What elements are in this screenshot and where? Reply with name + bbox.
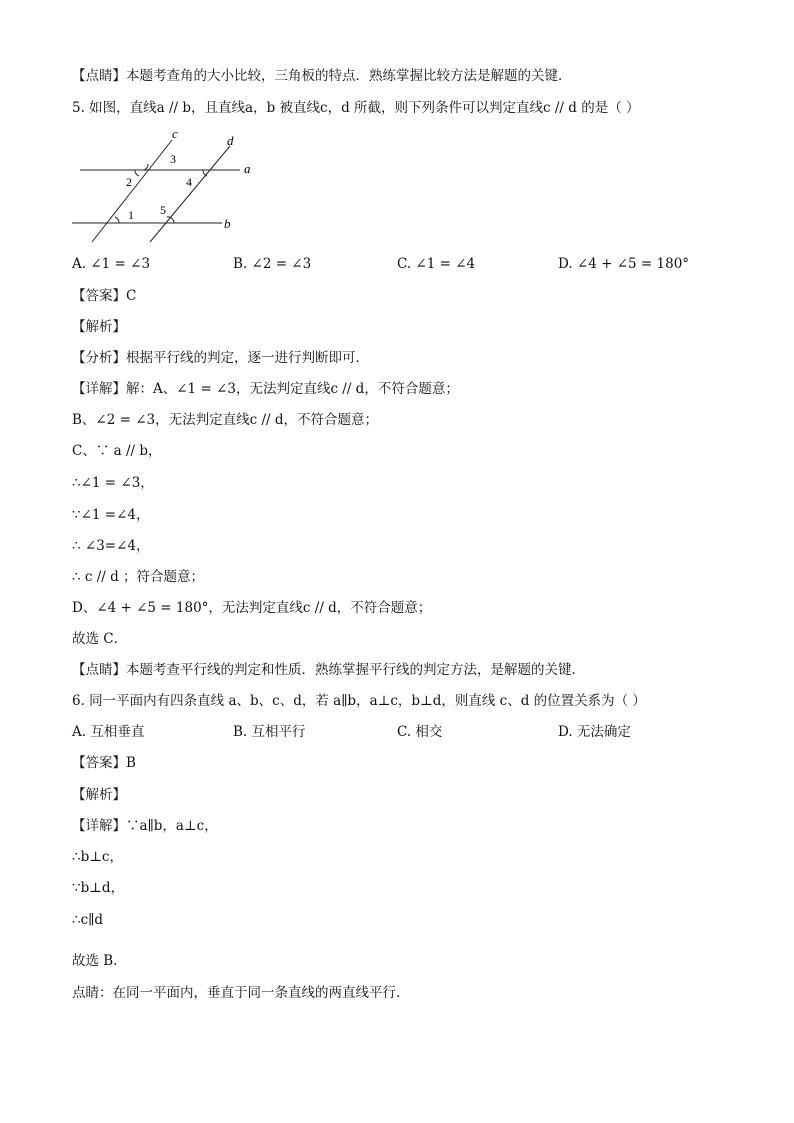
line-c: [92, 140, 172, 242]
q5-stem: 5. 如图，直线a // b，且直线a，b 被直线c，d 所截，则下列条件可以判定直线c // d 的是（ ）: [72, 100, 640, 116]
label-b: b: [224, 216, 231, 231]
q6-option-d: D. 无法确定: [558, 724, 631, 740]
angle-label-5: 5: [160, 203, 166, 217]
q5-option-d: D. ∠4 + ∠5 = 180°: [558, 256, 690, 272]
angle-label-3: 3: [170, 152, 176, 166]
q5-figure: [64, 124, 274, 248]
q5-option-a: A. ∠1 = ∠3: [72, 256, 151, 272]
q6-option-c: C. 相交: [397, 724, 443, 740]
q5-detail-2: B、∠2 = ∠3，无法判定直线c // d，不符合题意；: [72, 412, 378, 428]
q5-detail-6: ∴ ∠3=∠4，: [72, 538, 150, 554]
q5-detail-8: D、∠4 + ∠5 = 180°，无法判定直线c // d，不符合题意；: [72, 600, 432, 616]
angle-label-1: 1: [128, 208, 134, 222]
prev-note: 【点睛】本题考查角的大小比较，三角板的特点．熟练掌握比较方法是解题的关键．: [72, 68, 572, 84]
q5-detail-5: ∵∠1 =∠4，: [72, 507, 150, 523]
q6-answer: 【答案】B: [72, 755, 136, 771]
q5-option-c: C. ∠1 = ∠4: [397, 256, 476, 272]
q6-option-a: A. 互相垂直: [72, 724, 145, 740]
q5-note: 【点睛】本题考查平行线的判定和性质．熟练掌握平行线的判定方法，是解题的关键．: [72, 662, 585, 678]
q5-analysis-heading: 【解析】: [72, 319, 126, 335]
angle-label-4: 4: [186, 175, 192, 189]
angle-arc-1: [115, 217, 119, 223]
angle-arc-3: [144, 164, 148, 170]
q6-detail-3: ∵b⊥d，: [72, 880, 125, 896]
q6-analysis-heading: 【解析】: [72, 787, 126, 803]
q5-detail-1: 【详解】解：A、∠1 = ∠3，无法判定直线c // d，不符合题意；: [72, 381, 459, 397]
q5-analysis: 【分析】根据平行线的判定，逐一进行判断即可．: [72, 350, 369, 366]
line-d: [150, 146, 230, 242]
q6-option-b: B. 互相平行: [233, 724, 306, 740]
q5-detail-4: ∴∠1 = ∠3，: [72, 475, 154, 491]
q6-choice: 故选 B.: [72, 953, 118, 969]
q6-detail-4: ∴c∥d: [72, 912, 104, 928]
q5-option-b: B. ∠2 = ∠3: [233, 256, 312, 272]
q6-detail-1: 【详解】∵a∥b，a⊥c，: [72, 818, 218, 834]
q5-choice: 故选 C．: [72, 631, 128, 647]
q6-detail-2: ∴b⊥c，: [72, 849, 123, 865]
q5-answer: 【答案】C: [72, 288, 137, 304]
q6-note: 点睛：在同一平面内，垂直于同一条直线的两直线平行.: [72, 985, 401, 1001]
label-a: a: [244, 161, 251, 176]
angle-arc-2: [135, 170, 139, 176]
label-d: d: [227, 133, 234, 148]
q5-detail-7: ∴ c // d ；符合题意；: [72, 569, 205, 585]
q5-detail-3: C、∵ a // b，: [72, 443, 162, 459]
label-c: c: [172, 126, 178, 141]
q6-stem: 6. 同一平面内有四条直线 a、b、c、d，若 a∥b，a⊥c，b⊥d，则直线 c、d 的位置关系为（ ）: [72, 693, 646, 709]
angle-label-2: 2: [126, 175, 132, 189]
